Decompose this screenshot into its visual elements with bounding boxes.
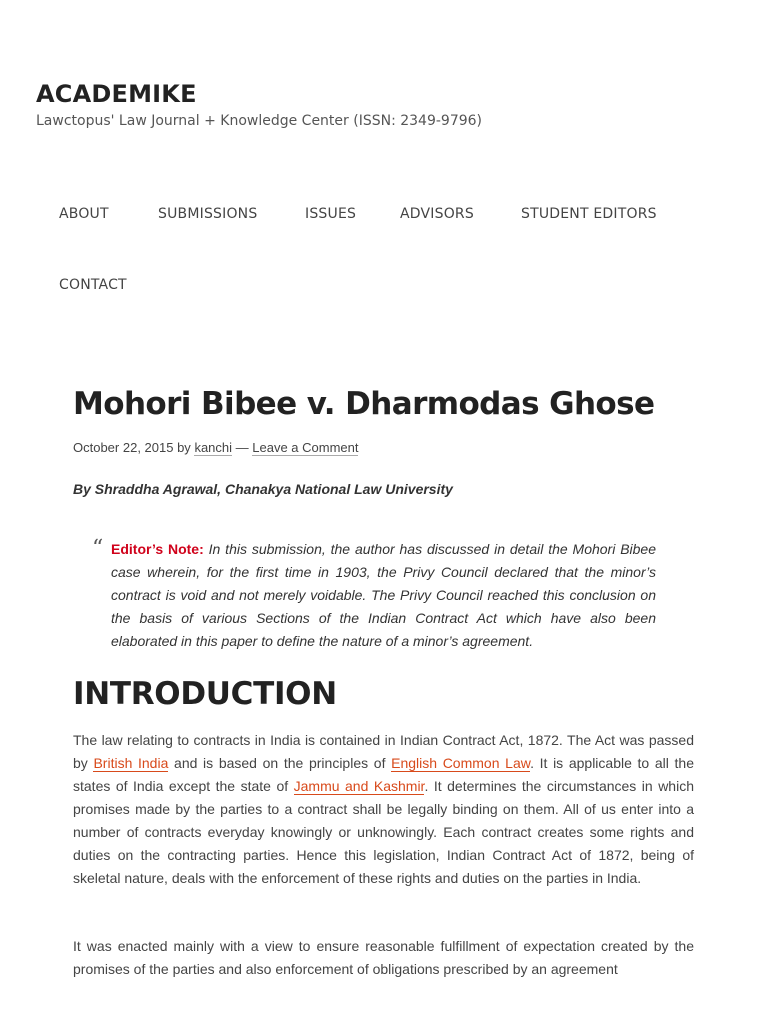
post-title: Mohori Bibee v. Dharmodas Ghose (73, 386, 655, 422)
p1-text-c: . It is applicable to all the states of India except the state of (73, 755, 695, 794)
nav-item-advisors[interactable]: ADVISORS (400, 206, 474, 222)
post-date: October 22, 2015 (73, 440, 174, 455)
nav-item-submissions[interactable]: SUBMISSIONS (158, 206, 258, 222)
introduction-paragraph-1 (73, 729, 694, 890)
english-common-law-link[interactable]: English Common Law (391, 755, 531, 771)
post-meta (73, 440, 358, 455)
post-author-link[interactable]: kanchi (194, 440, 233, 455)
site-title[interactable]: ACADEMIKE (36, 80, 197, 108)
editor-note-blockquote (111, 538, 656, 653)
jammu-and-kashmir-link[interactable]: Jammu and Kashmir (293, 778, 425, 794)
p1-text-b: and is based on the principles of (168, 755, 392, 771)
nav-item-contact[interactable]: CONTACT (59, 277, 127, 293)
p1-text-a: The law relating to contracts in India is contained in Indian Contract Act, 1872. The Act was passed by (73, 732, 694, 771)
post-byline: By Shraddha Agrawal, Chanakya National Law University (73, 481, 453, 497)
nav-item-about[interactable]: ABOUT (59, 206, 109, 222)
post-by-label: by (173, 440, 195, 455)
site-description: Lawctopus' Law Journal + Knowledge Center (ISSN: 2349-9796) (36, 113, 483, 129)
introduction-paragraph-2: It was enacted mainly with a view to ensure reasonable fulfillment of expectation created by the promises of the parties and also enforcement of obligations prescribed by an agreement (73, 938, 694, 977)
editor-note-label: Editor’s Note: (111, 541, 204, 557)
british-india-link[interactable]: British India (93, 755, 169, 771)
meta-separator: — (232, 440, 253, 455)
p1-text-d: . It determines the circumstances in which promises made by the parties to a contract shall be legally binding on them. All of us enter into a number of contracts everyday knowingly or unknowingly. Each contract creates some rights and duties on the contracting parties. Hence this legislation, Indian Contract Act of 1872, being of skeletal nature, deals with the enforcement of these rights and duties on the parties in India. (73, 778, 694, 886)
section-heading-introduction: INTRODUCTION (73, 676, 337, 712)
leave-comment-link[interactable]: Leave a Comment (252, 440, 359, 455)
nav-item-student-editors[interactable]: STUDENT EDITORS (521, 206, 657, 222)
nav-item-issues[interactable]: ISSUES (305, 206, 357, 222)
quote-icon: “ (92, 536, 104, 561)
editor-note-text: In this submission, the author has discussed in detail the Mohori Bibee case wherein, for the first time in 1903, the Privy Council declared that the minor’s contract is void and not merely voidable. The Privy Council reached this conclusion on the basis of various Sections of the Indian Contract Act which have also been elaborated in this paper to define the nature of a minor’s agreement. (111, 541, 657, 649)
